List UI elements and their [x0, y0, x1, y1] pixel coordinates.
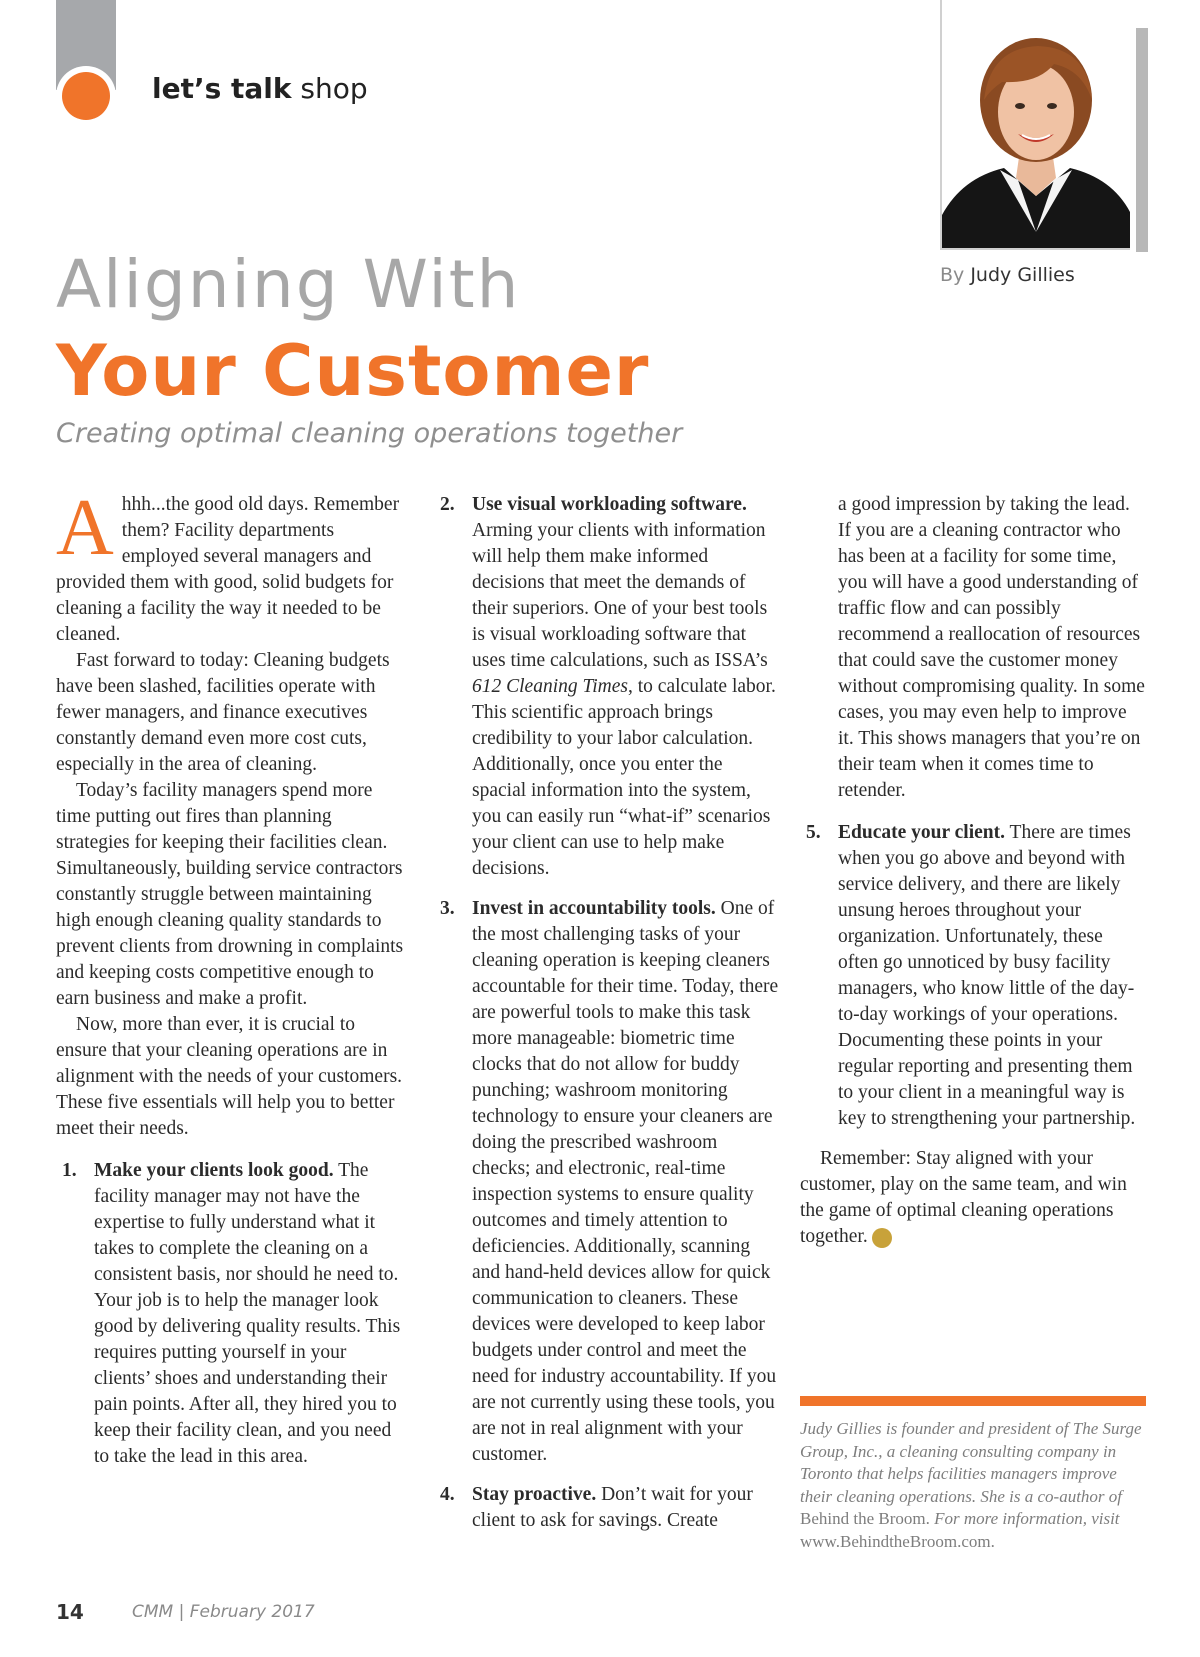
column-1 — [56, 484, 406, 1484]
bio-text: For more information, visit — [929, 1509, 1120, 1528]
section-label — [152, 72, 368, 105]
essentials-list-part-3 — [800, 820, 1146, 1132]
paragraph-3: Today’s facility managers spend more time putting out fires than planning strategies for keeping their facilities clean. Simultaneously, building service contractors constantly struggle between maintaining high enough cleaning quality standards to prevent clients from drowning in complaints and keeping costs competitive enough to earn business and make a profit. — [56, 780, 404, 1009]
intro-paragraph — [56, 484, 406, 648]
end-mark-icon: CM — [872, 1228, 892, 1248]
photo-side-bar — [1136, 28, 1148, 252]
list-text: Don’t wait for your client to ask for savings. Create — [472, 1484, 753, 1531]
footer-publication: CMM | February 2017 — [132, 1602, 315, 1622]
title-line-1: Aligning With — [56, 246, 521, 323]
list-lead: Stay proactive. — [472, 1484, 597, 1505]
title-line-2: Your Customer — [56, 330, 650, 412]
bio-url: www.BehindtheBroom.com. — [800, 1531, 995, 1551]
section-label-bold: let’s talk — [152, 72, 292, 105]
list-item — [434, 492, 780, 882]
paragraph-4: Now, more than ever, it is crucial to ensure that your cleaning operations are in alignment with the needs of your customers. These five essentials will help you to better meet their needs. — [56, 1014, 403, 1139]
closing-paragraph — [800, 1146, 1146, 1250]
list-item-4-continued: a good impression by taking the lead. If you are a cleaning contractor who has been at a facility for some time, you will have a good understanding of traffic flow and can possibly recommend a reallocation of resources that could save the customer money without compromising quality. In some cases, you may even help to improve it. This shows managers that you’re on their team when it comes time to retender. — [838, 494, 1145, 801]
essentials-list-part-1 — [56, 1158, 406, 1470]
author-bio — [800, 1418, 1146, 1553]
list-text: One of the most challenging tasks of your cleaning operation is keeping cleaners accountable for their time. Today, there are powerful tools to make this task more manageable: biometric time clocks that do not allow for buddy punching; washroom monitoring technology to ensure your cleaners are doing the prescribed washroom checks; and electronic, real-time inspection systems to ensure quality outcomes and timely attention to deficiencies. Additionally, scanning and hand-held devices allow for quick communication to cleaners. These devices were developed to keep labor budgets under control and meet the need for industry accountability. If you are not currently using these tools, you are not in real alignment with your customer. — [472, 898, 779, 1465]
byline-by: By — [940, 264, 965, 286]
page-number: 14 — [56, 1600, 84, 1624]
subtitle: Creating optimal cleaning operations together — [56, 418, 683, 449]
list-text: Arming your clients with information will help them make informed decisions that meet the demands of their superiors. One of your best tools is visual workloading software that uses time calculations, such as ISSA’s — [472, 520, 768, 671]
author-photo-frame — [940, 0, 1148, 252]
column-2 — [434, 492, 780, 1548]
list-number: 2. — [440, 494, 455, 515]
paragraph-2: Fast forward to today: Cleaning budgets have been slashed, facilities operate with fewer managers, and finance executives constantly demand even more cost cuts, especially in the area of cleaning. — [56, 650, 390, 775]
list-number: 4. — [440, 1484, 455, 1505]
list-text: There are times when you go above and beyond with service delivery, and there are likely unsung heroes throughout your organization. Unfortunately, these often go unnoticed by busy facility managers, who know little of the day-to-day workings of your operations. Documenting these points in your regular reporting and presenting them to your client in a meaningful way is key to strengthening your partnership. — [838, 822, 1136, 1129]
column-3 — [800, 492, 1146, 1250]
essentials-list-part-2 — [434, 492, 780, 1534]
list-number: 1. — [62, 1160, 77, 1181]
author-photo — [940, 0, 1130, 250]
bio-divider — [800, 1396, 1146, 1406]
list-text-italic: 612 Cleaning Times — [472, 676, 629, 697]
section-dot-icon — [62, 72, 110, 120]
intro-text: hhh...the good old days. Remember them? Facility departments employed several managers and provided them with good, solid budgets for cleaning a facility the way it needed to be cleaned. — [56, 494, 400, 645]
byline — [940, 264, 1075, 286]
section-label-light: shop — [291, 72, 368, 105]
list-number: 3. — [440, 898, 455, 919]
list-item — [800, 820, 1146, 1132]
list-lead: Use visual workloading software. — [472, 494, 747, 515]
author-name: Judy Gillies — [970, 264, 1075, 286]
list-text: , to calculate labor. This scientific approach brings credibility to your labor calculation. Additionally, once you enter the spacial information into the system, you can easily run “what-if” scenarios your client can use to help make decisions. — [472, 676, 776, 879]
drop-cap: A — [56, 484, 114, 572]
list-text: The facility manager may not have the expertise to fully understand what it takes to complete the cleaning on a consistent basis, nor should he need to. Your job is to help the manager look good by delivering quality results. This requires putting yourself in your clients’ shoes and understanding their pain points. After all, they hired you to keep their facility clean, and you need to take the lead in this area. — [94, 1160, 401, 1467]
bio-book-title: Behind the Broom. — [800, 1509, 930, 1528]
list-item — [434, 1482, 780, 1534]
list-item — [56, 1158, 406, 1470]
list-lead: Educate your client. — [838, 822, 1006, 843]
closing-text: Remember: Stay aligned with your customer, play on the same team, and win the game of optimal cleaning operations together. — [800, 1148, 1127, 1247]
bio-text: Judy Gillies is founder and president of The Surge Group, Inc., a cleaning consulting company in Toronto that helps facilities managers improve their cleaning operations. She is a co-author of — [800, 1419, 1142, 1506]
list-lead: Make your clients look good. — [94, 1160, 334, 1181]
list-item — [434, 896, 780, 1468]
author-portrait-icon — [942, 0, 1130, 248]
list-number: 5. — [806, 822, 821, 843]
list-lead: Invest in accountability tools. — [472, 898, 716, 919]
